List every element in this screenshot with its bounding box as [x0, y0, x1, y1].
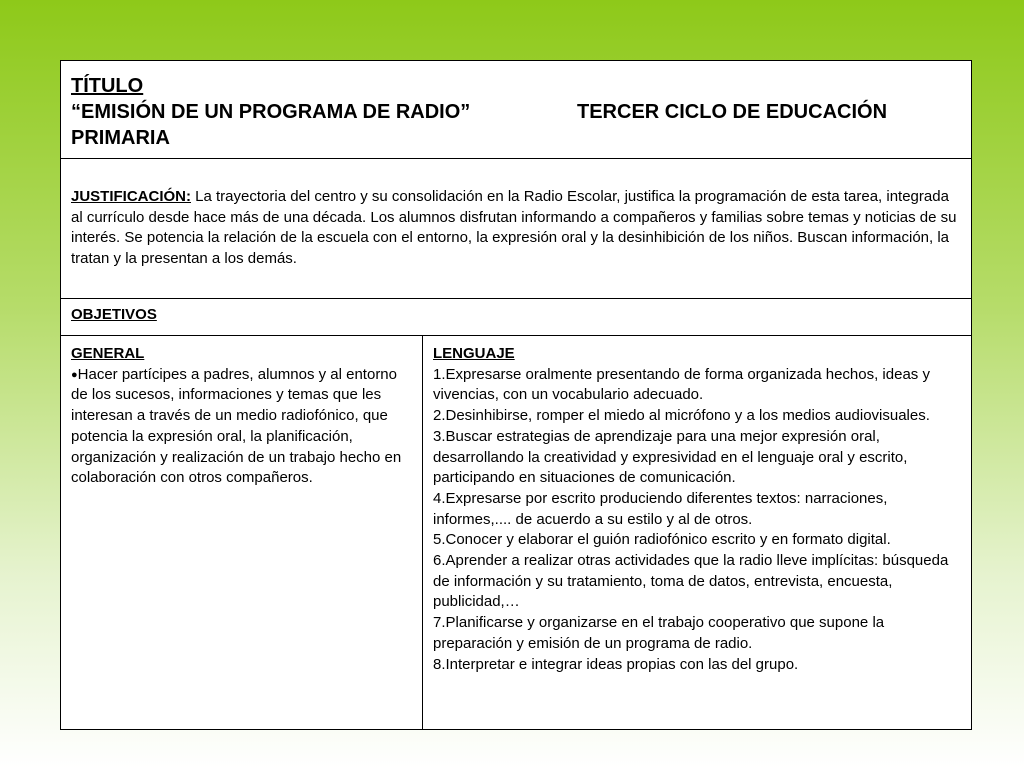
general-objectives	[61, 336, 423, 729]
cycle-title: TERCER CICLO DE EDUCACIÓN	[577, 101, 888, 123]
language-objectives	[423, 336, 971, 729]
objectives-heading: OBJETIVOS	[61, 299, 971, 336]
language-item: 8.Interpretar e integrar ideas propias con las del grupo.	[433, 655, 799, 673]
general-heading: GENERAL	[71, 345, 145, 362]
general-item	[71, 365, 412, 489]
bullet-icon: ●	[71, 368, 78, 381]
objectives-columns	[61, 336, 971, 729]
justification-section	[61, 159, 971, 299]
language-item: 7.Planificarse y organizarse en el trabajo cooperativo que supone la preparación y emisión de un programa de radio.	[433, 614, 885, 652]
language-item: 6.Aprender a realizar otras actividades que la radio lleve implícitas: búsqueda de información y su tratamiento, toma de datos, entrevista, encuesta, publicidad,…	[433, 552, 949, 611]
language-item: 5.Conocer y elaborar el guión radiofónico escrito y en formato digital.	[433, 531, 891, 549]
general-text: Hacer partícipes a padres, alumnos y al entorno de los sucesos, informaciones y temas que les interesan a través de un medio radiofónico, que potencia la expresión oral, la planificación, organización y realización de un trabajo hecho en colaboración con otros compañeros.	[71, 365, 402, 487]
lesson-plan-table	[60, 60, 972, 730]
language-item: 1.Expresarse oralmente presentando de forma organizada hechos, ideas y vivencias, con un vocabulario adecuado.	[433, 365, 930, 404]
justification-text: La trayectoria del centro y su consolidación en la Radio Escolar, justifica la programación de esta tarea, integrada al currículo desde hace más de una década. Los alumnos disfrutan informando a compañeros y familias sobre temas y noticias de su interés. Se potencia la relación de la escuela con el entorno, la expresión oral y la desinhibición de los niños. Buscan información, la tratan y la presentan a los demás.	[71, 188, 957, 268]
language-item: 3.Buscar estrategias de aprendizaje para una mejor expresión oral, desarrollando la creatividad y expresividad en el lenguaje oral y escrito, participando en situaciones de comunicación.	[433, 427, 908, 487]
language-item: 4.Expresarse por escrito produciendo diferentes textos: narraciones, informes,.... de acuerdo a su estilo y al de otros.	[433, 489, 888, 528]
title-label: TÍTULO	[71, 75, 144, 97]
language-item: 2.Desinhibirse, romper el miedo al micrófono y a los medios audiovisuales.	[433, 407, 930, 425]
justification-label: JUSTIFICACIÓN:	[71, 188, 191, 205]
title-line	[71, 99, 961, 125]
language-heading: LENGUAJE	[433, 345, 515, 362]
level-title: PRIMARIA	[71, 127, 170, 149]
program-title: “EMISIÓN DE UN PROGRAMA DE RADIO”	[71, 101, 471, 123]
title-section	[61, 61, 971, 159]
